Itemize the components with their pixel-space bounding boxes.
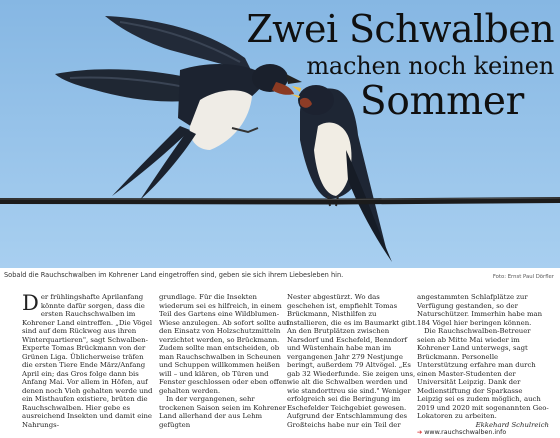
photo-credit: Foto: Ernst Paul Dörfler [492,274,554,280]
paragraph [22,293,154,429]
drop-cap: D [22,291,39,315]
headline-line-2: machen noch keinen [306,52,554,80]
website-link[interactable] [417,429,549,438]
headline-line-1: Zwei Schwalben [246,7,554,51]
article-column-3 [287,293,419,429]
website-link-text: www.rauchschwalben.info [424,429,507,436]
author-name: Ekkehard Schulreich [475,420,549,429]
paragraph: Nester abgestürzt. Wo das geschehen ist, empfiehlt Tomas Brückmann, Nisthilfen zu installieren, die es im Baumarkt gibt. An den Brutplätzen zwischen Narsdorf und Eschefeld, Benndorf und Wüstenhain habe man im vergangenen Jahr 279 Nestjunge beringt, außerdem 79 Altvögel. „Es gab 32 Wiederfunde. Sie zeigen uns, wie alt die Schwalben werden und wie standorttreu sie sind." Weniger erfolgreich sei die Beringung im Eschefelder Teichgebiet gewesen. Aufgrund der Entschlammung des Großteichs habe nur ein Teil der [287,293,418,429]
article-column-1 [22,293,154,429]
paragraph: In der vergangenen, sehr trockenen Saison seien im Kohrener Land allerhand der aus Lehm gefügten [159,395,286,429]
paragraph: Die Rauchschwalben-Betreuer seien ab Mitte Mai wieder im Kohrener Land unterwegs, sagt Brückmann. Personelle Unterstützung erfahre man durch einen Master-Studenten der Universität Leipzig. Dank der Medienstiftung der Sparkasse Leipzig sei es zudem möglich, auch 2019 und 2020 mit sogenannten Geo-Lokatoren zu arbeiten. [417,327,549,420]
article-column-4 [417,293,549,438]
wire [0,200,560,202]
photo-caption: Sobald die Rauchschwalben im Kohrener Land eingetroffen sind, geben sie sich ihrem Liebesleben hin. [4,271,344,279]
article-body [0,291,560,436]
article-column-2 [159,293,291,429]
paragraph: angestammten Schlafplätze zur Verfügung gestanden, so der Naturschützer. Immerhin habe man 184 Vögel hier beringen können. [417,293,543,327]
paragraph: grundlage. Für die Insekten wiederum sei es hilfreich, in einem Teil des Gartens eine Wildblumen-Wiese anzulegen. Ab sofort sollte auf den Einsatz von Holzschutzmitteln verzichtet werden, so Brückmann. Zudem sollte man entscheiden, ob man Rauchschwalben in Scheunen und Schuppen willkommen heißen will – und klären, ob Türen und Fenster geschlossen oder eben offen gehalten werden. [159,293,289,395]
paragraph-text: er frühlingshafte Aprilanfang könnte dafür sorgen, dass die ersten Rauchschwalben im Kohrener Land eintreffen. „Die Vögel sind auf dem Rückweg aus ihren Winterquartieren", sagt Schwalben-Experte Tomas Brückmann von der Grünen Liga. Üblicherweise träfen die ersten Tiere Ende März/Anfang April ein; das Gros folge dann bis Anfang Mai. Vor allem in Höfen, auf denen noch Vieh gehalten werde und ein Misthaufen existiere, brüten die Rauchschwalben. Hier gebe es ausreichend Insekten und damit eine Nahrungs- [22,293,153,429]
headline [246,7,554,124]
headline-line-3: Sommer [359,79,524,124]
arrow-right-icon: ➔ [417,429,423,436]
